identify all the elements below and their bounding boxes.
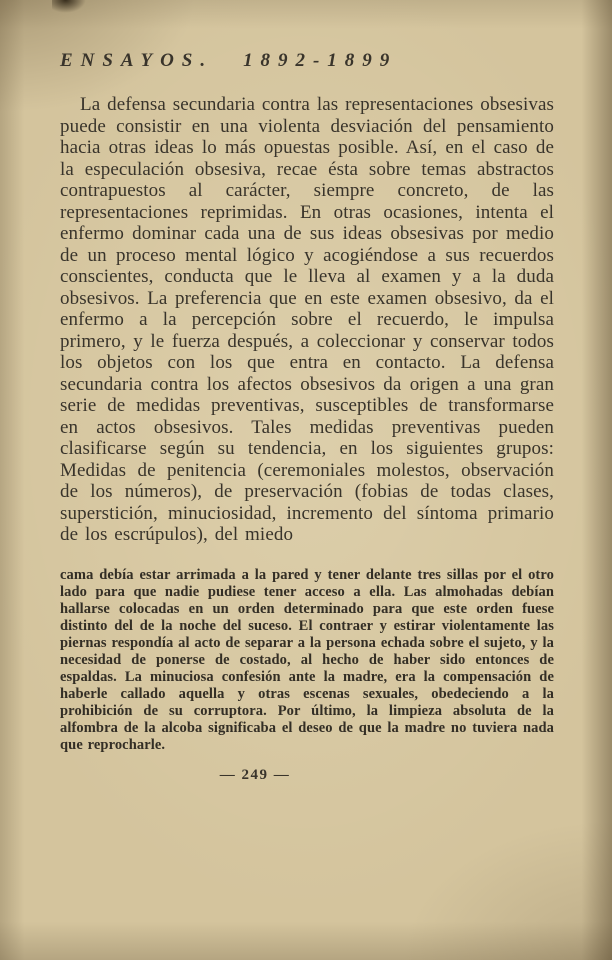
body-paragraph: La defensa secundaria contra las representaciones obsesivas puede consistir en una violenta desviación del pensamiento hacia otras ideas lo más opuestas posible. Así, en el caso de la especulación obsesiva, recae ésta sobre temas abstractos contrapuestos al carácter, siempre concreto, de las representaciones reprimidas. En otras ocasiones, intenta el enfermo dominar cada una de sus ideas obsesivas por medio de un proceso mental lógico y acogiéndose a sus recuerdos conscientes, conducta que le lleva al examen y a la duda obsesivos. La preferencia que en este examen obsesivo, da el enfermo a la percepción sobre el recuerdo, le impulsa primero, y le fuerza después, a coleccionar y conservar todos los objetos con los que entra en contacto. La defensa secundaria contra los afectos obsesivos da origen a una gran serie de medidas preventivas, susceptibles de transformarse en actos obsesivos. Tales medidas preventivas pueden clasificarse según su tendencia, en los siguientes grupos: Medidas de penitencia (ceremoniales molestos, observación de los números), de preservación (fobias de todas clases, superstición, minuciosidad, incremento del síntoma primario de los escrúpulos), del miedo bbox=[60, 94, 554, 545]
running-header-years: 1892-1899 bbox=[243, 50, 398, 71]
scan-corner-artifact bbox=[52, 0, 86, 13]
running-header bbox=[60, 50, 554, 72]
running-header-title: ENSAYOS. bbox=[60, 50, 214, 71]
footnote-text: cama debía estar arrimada a la pared y tener delante tres sillas por el otro lado para que nadie pudiese tener acceso a ella. Las almohadas debían hallarse colocadas en un orden determinado para que este orden fuese distinto del de la noche del suceso. El contraer y estirar violentamente las piernas respondía al acto de separar a la persona echada sobre el sujeto, y la necesidad de ponerse de costado, al hecho de haber sido entonces de espaldas. La minuciosa confesión ante la madre, era la compensación de haberle callado aquella y otras escenas sexuales, obedeciendo a la prohibición de su corruptora. Por último, la limpieza absoluta de la alfombra de la alcoba significaba el deseo de que la madre no tuviera nada que reprocharle. bbox=[60, 566, 554, 753]
text-block bbox=[60, 50, 554, 784]
page-number: — 249 — bbox=[219, 766, 291, 783]
